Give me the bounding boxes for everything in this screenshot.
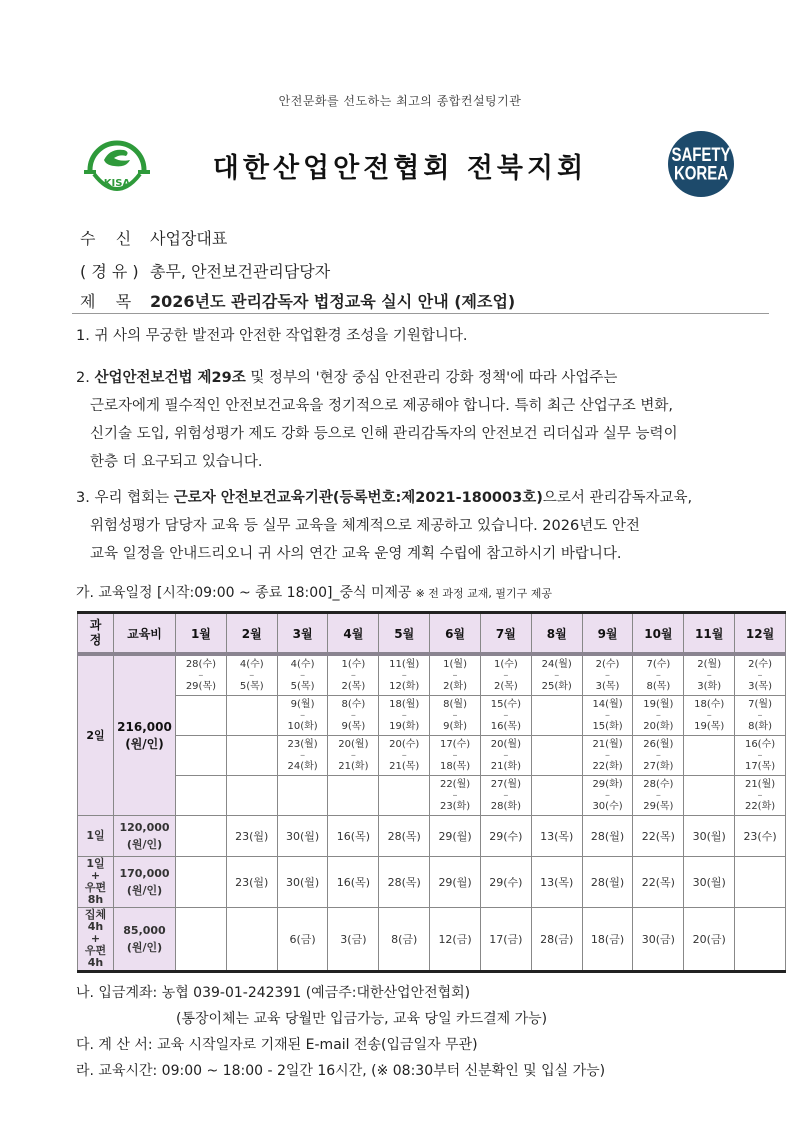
date-cell: 11(월) – 12(화) [379, 654, 430, 696]
date-cell: 14(월) – 15(화) [582, 696, 633, 736]
date-cell [684, 776, 735, 816]
course-1day: 1일 [78, 816, 114, 857]
date-cell: 20(월) – 21(화) [480, 736, 531, 776]
hours-info: 라. 교육시간: 09:00 ~ 18:00 - 2일간 16시간, (※ 08:30부터 신분확인 및 입실 가능) [76, 1063, 606, 1079]
date-cell: 17(수) – 18(목) [430, 736, 481, 776]
date-cell: 30(월) [277, 816, 328, 857]
header-month: 12월 [735, 613, 786, 655]
table-row-blended [78, 908, 786, 972]
table-row-1day [78, 816, 786, 857]
course-blended: 집체 4h + 우편 4h [78, 908, 114, 972]
date-cell: 3(금) [328, 908, 379, 972]
paragraph-3: 3. 우리 협회는 근로자 안전보건교육기관(등록번호:제2021-180003호)으로서 관리감독자교육, 위험성평가 담당자 교육 등 실무 교육을 체계적으로 제공하고 있습니다. 2026년도 안전 교육 일정을 안내드리오니 귀 사의 연간 교육 운영 계획 수립에 참고하시기 바랍니다. [76, 490, 693, 562]
header-month: 10월 [633, 613, 684, 655]
table-row-2day-1 [78, 654, 786, 696]
fee-2day: 216,000 (원/인) [114, 654, 176, 816]
date-cell: 1(월) – 2(화) [430, 654, 481, 696]
header-course: 과정 [78, 613, 114, 655]
header-month: 2월 [226, 613, 277, 655]
paragraph-1: 1. 귀 사의 무궁한 발전과 안전한 작업환경 조성을 기원합니다. [76, 328, 468, 344]
date-cell: 16(목) [328, 857, 379, 908]
date-cell: 16(목) [328, 816, 379, 857]
date-cell: 23(월) [226, 857, 277, 908]
date-cell: 13(목) [531, 816, 582, 857]
date-cell [176, 816, 227, 857]
header-month: 7월 [480, 613, 531, 655]
date-cell [531, 776, 582, 816]
date-cell: 7(수) – 8(목) [633, 654, 684, 696]
header-month: 9월 [582, 613, 633, 655]
date-cell: 12(금) [430, 908, 481, 972]
date-cell: 30(월) [277, 857, 328, 908]
date-cell: 4(수) – 5(목) [277, 654, 328, 696]
date-cell [531, 696, 582, 736]
date-cell: 2(월) – 3(화) [684, 654, 735, 696]
date-cell [176, 857, 227, 908]
header-fee: 교육비 [114, 613, 176, 655]
date-cell [226, 736, 277, 776]
date-cell: 1(수) – 2(목) [328, 654, 379, 696]
date-cell: 17(금) [480, 908, 531, 972]
date-cell [277, 776, 328, 816]
table-row-2day-3 [78, 736, 786, 776]
date-cell: 28(목) [379, 857, 430, 908]
course-2day: 2일 [78, 654, 114, 816]
course-1day-online: 1일 + 우편 8h [78, 857, 114, 908]
invoice-info: 다. 계 산 서: 교육 시작일자로 기재된 E-mail 전송(입금일자 무관) [76, 1037, 478, 1053]
date-cell: 28(수) – 29(목) [633, 776, 684, 816]
date-cell: 4(수) – 5(목) [226, 654, 277, 696]
date-cell: 20(월) – 21(화) [328, 736, 379, 776]
date-cell: 18(금) [582, 908, 633, 972]
table-row-1day-online [78, 857, 786, 908]
date-cell: 30(월) [684, 816, 735, 857]
date-cell: 22(월) – 23(화) [430, 776, 481, 816]
org-title: 대한산업안전협회 전북지회 [212, 153, 588, 184]
date-cell: 21(월) – 22(화) [735, 776, 786, 816]
date-cell: 23(월) [226, 816, 277, 857]
date-cell: 28(수) – 29(목) [176, 654, 227, 696]
date-cell: 19(월) – 20(화) [633, 696, 684, 736]
date-cell [735, 857, 786, 908]
date-cell: 29(수) [480, 857, 531, 908]
header-month: 1월 [176, 613, 227, 655]
date-cell: 8(월) – 9(화) [430, 696, 481, 736]
via-label: ( 경 유 ) [80, 262, 139, 281]
date-cell: 29(월) [430, 816, 481, 857]
subject-label: 제 목 [80, 292, 132, 311]
svg-text:SAFETY: SAFETY [671, 143, 731, 166]
account-info: 나. 입금계좌: 농협 039-01-242391 (예금주:대한산업안전협회) [76, 985, 471, 1001]
date-cell [226, 696, 277, 736]
fee-blended: 85,000 (원/인) [114, 908, 176, 972]
date-cell [176, 908, 227, 972]
date-cell: 30(월) [684, 857, 735, 908]
date-cell [176, 736, 227, 776]
table-row-2day-2 [78, 696, 786, 736]
date-cell [176, 696, 227, 736]
schedule-note: ※ 전 과정 교재, 필기구 제공 [415, 587, 553, 600]
date-cell: 29(화) – 30(수) [582, 776, 633, 816]
date-cell: 1(수) – 2(목) [480, 654, 531, 696]
date-cell [328, 776, 379, 816]
date-cell [226, 908, 277, 972]
date-cell: 7(월) – 8(화) [735, 696, 786, 736]
subject-value: 2026년도 관리감독자 법정교육 실시 안내 (제조업) [150, 292, 516, 311]
registration-number: 근로자 안전보건교육기관(등록번호:제2021-180003호) [173, 490, 543, 506]
header-month: 11월 [684, 613, 735, 655]
table-row-2day-4 [78, 776, 786, 816]
date-cell: 8(금) [379, 908, 430, 972]
date-cell: 22(목) [633, 857, 684, 908]
svg-text:KISA: KISA [103, 178, 131, 189]
header-month: 6월 [430, 613, 481, 655]
date-cell: 29(수) [480, 816, 531, 857]
fee-1day-online: 170,000 (원/인) [114, 857, 176, 908]
date-cell: 29(월) [430, 857, 481, 908]
date-cell: 23(월) – 24(화) [277, 736, 328, 776]
date-cell [531, 736, 582, 776]
recipient-value: 사업장대표 [150, 229, 228, 248]
tagline: 안전문화를 선도하는 최고의 종합컨설팅기관 [278, 94, 522, 108]
date-cell: 16(수) – 17(목) [735, 736, 786, 776]
date-cell: 27(월) – 28(화) [480, 776, 531, 816]
date-cell: 20(수) – 21(목) [379, 736, 430, 776]
date-cell: 28(목) [379, 816, 430, 857]
subject-row [80, 289, 515, 312]
date-cell: 22(목) [633, 816, 684, 857]
date-cell: 28(월) [582, 816, 633, 857]
recipient-label: 수 신 [80, 229, 132, 248]
header-month: 8월 [531, 613, 582, 655]
header-month: 3월 [277, 613, 328, 655]
schedule-caption: 가. 교육일정 [시작:09:00 ~ 종료 18:00]_중식 미제공 ※ 전 과정 교재, 필기구 제공 [76, 585, 553, 601]
date-cell: 2(수) – 3(목) [582, 654, 633, 696]
date-cell: 20(금) [684, 908, 735, 972]
date-cell: 26(월) – 27(화) [633, 736, 684, 776]
date-cell: 9(월) – 10(화) [277, 696, 328, 736]
schedule-table [77, 611, 786, 973]
date-cell: 15(수) – 16(목) [480, 696, 531, 736]
header-month: 5월 [379, 613, 430, 655]
date-cell [735, 908, 786, 972]
safety-korea-logo-icon [667, 130, 735, 198]
recipient-row [80, 226, 227, 249]
date-cell [684, 736, 735, 776]
via-row [80, 259, 330, 282]
date-cell [176, 776, 227, 816]
date-cell: 21(월) – 22(화) [582, 736, 633, 776]
date-cell [226, 776, 277, 816]
account-note: (통장이체는 교육 당월만 입금가능, 교육 당일 카드결제 가능) [176, 1011, 548, 1027]
date-cell [379, 776, 430, 816]
date-cell: 6(금) [277, 908, 328, 972]
via-value: 총무, 안전보건관리담당자 [150, 262, 331, 281]
paragraph-2: 2. 산업안전보건법 제29조 및 정부의 '현장 중심 안전관리 강화 정책'에 따라 사업주는 근로자에게 필수적인 안전보건교육을 정기적으로 제공해야 합니다. 특히 최근 산업구조 변화, 신기술 도입, 위험성평가 제도 강화 등으로 인해 관리감독자의 안전보건 리더십과 실무 능력이 한층 더 요구되고 있습니다. [76, 370, 678, 470]
divider [72, 313, 769, 314]
svg-text:KOREA: KOREA [673, 161, 729, 184]
date-cell: 2(수) – 3(목) [735, 654, 786, 696]
header-month: 4월 [328, 613, 379, 655]
date-cell: 30(금) [633, 908, 684, 972]
date-cell: 8(수) – 9(목) [328, 696, 379, 736]
date-cell: 23(수) [735, 816, 786, 857]
date-cell: 18(수) – 19(목) [684, 696, 735, 736]
fee-1day: 120,000 (원/인) [114, 816, 176, 857]
law-reference: 산업안전보건법 제29조 [94, 370, 246, 386]
date-cell: 28(월) [582, 857, 633, 908]
date-cell: 18(월) – 19(화) [379, 696, 430, 736]
date-cell: 28(금) [531, 908, 582, 972]
date-cell: 13(목) [531, 857, 582, 908]
date-cell: 24(월) – 25(화) [531, 654, 582, 696]
table-header-row [78, 613, 786, 655]
